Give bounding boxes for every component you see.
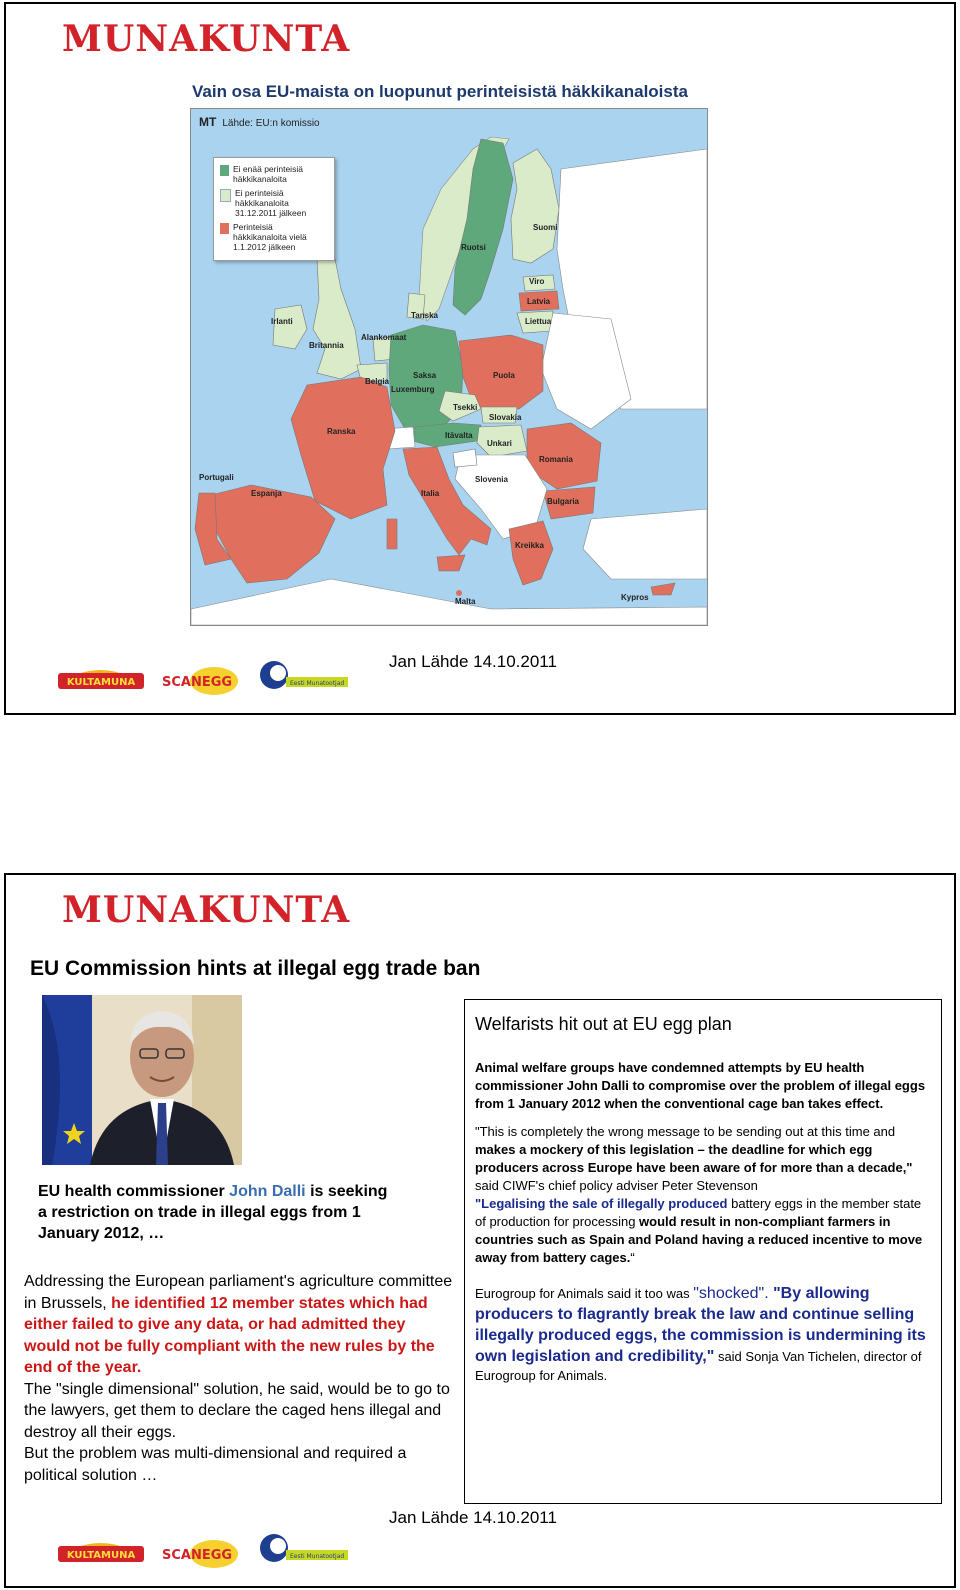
region-ireland — [273, 305, 307, 349]
legend-item — [220, 222, 328, 252]
legend-item — [220, 188, 328, 218]
map-legend — [213, 157, 335, 261]
box-navy-text: "By allowing producers to flagrantly break the law and continue selling illegally produced eggs, the commission is undermining its own legislation and credibility," — [475, 1285, 926, 1365]
person-name: John Dalli — [229, 1183, 306, 1200]
box-intro: Animal welfare groups have condemned attempts by EU health commissioner John Dalli to compromise over the problem of illegal eggs from 1 January 2012 when the conventional cage ban takes effect. — [475, 1060, 926, 1111]
europe-map — [190, 108, 708, 626]
country-label: Suomi — [533, 223, 558, 232]
region-sardinia — [387, 519, 397, 549]
kultamuna-logo — [58, 670, 144, 689]
box-shocked-text: "shocked". — [693, 1285, 769, 1302]
svg-text:Eesti Munatootjad: Eesti Munatootjad — [290, 680, 345, 687]
highlight-text: he identified 12 member states which had either failed to give any data, or had admitted they would not be fully compliant with the new rules by the end of the year. — [24, 1294, 435, 1376]
commissioner-photo — [42, 995, 242, 1165]
map-source-mark: MT — [199, 115, 217, 129]
legend-swatch — [220, 223, 229, 234]
body-paragraph: The "single dimensional" solution, he said, would be to go to the lawyers, get them to declare the caged hens illegal and destroy all their eggs. — [24, 1380, 450, 1441]
country-label: Kreikka — [515, 541, 544, 550]
svg-text:KULTAMUNA: KULTAMUNA — [66, 677, 136, 688]
country-label: Ruotsi — [461, 243, 486, 252]
country-label: Espanja — [251, 489, 282, 498]
country-label: Bulgaria — [547, 497, 580, 506]
country-label: Portugali — [199, 473, 234, 482]
country-label: Belgia — [365, 377, 390, 386]
region-uk — [313, 259, 361, 379]
country-label: Unkari — [487, 439, 512, 448]
eesti-munatootjad-logo — [260, 1534, 348, 1562]
box-text: said Sonja Van Tichelen, director of Eurogroup for Animals. — [475, 1349, 922, 1383]
map-title: Vain osa EU-maista on luopunut perinteisistä häkkikanaloista — [192, 82, 688, 101]
svg-text:KULTAMUNA: KULTAMUNA — [66, 1550, 136, 1561]
sponsor-logos — [56, 1526, 356, 1570]
legend-swatch — [220, 165, 229, 176]
box-bold-text: would result in non-compliant farmers in countries such as Spain and Poland having a reduced incentive to move away from battery cages. — [475, 1214, 923, 1265]
box-quote-3 — [475, 1283, 931, 1385]
country-label: Britannia — [309, 341, 344, 350]
body-text: Addressing the European parliament's agriculture committee in Brussels, — [24, 1273, 453, 1312]
legend-item — [220, 164, 328, 184]
brand-logo: MUNAKUNTA — [62, 889, 351, 931]
box-title: Welfarists hit out at EU egg plan — [475, 1014, 732, 1034]
legend-label: Perinteisiä häkkikanaloita vielä 1.1.2012 jälkeen — [233, 222, 307, 252]
box-quote-2 — [475, 1195, 931, 1267]
region-slovenia — [453, 449, 477, 467]
scanegg-logo — [162, 667, 238, 695]
legend-label: Ei perinteisiä häkkikanaloita 31.12.2011 jälkeen — [235, 188, 307, 218]
box-text: "This is completely the wrong message to be sending out at this time and — [475, 1124, 896, 1139]
country-label: Malta — [455, 597, 476, 606]
box-text: “ — [630, 1250, 635, 1265]
map-source-text: Lähde: EU:n komissio — [222, 118, 320, 129]
region-sicily — [437, 555, 465, 571]
box-navy-text: "Legalising the sale of illegally produced — [475, 1196, 728, 1211]
lead-text: EU health commissioner — [38, 1183, 230, 1200]
scanegg-logo — [162, 1540, 238, 1568]
country-label: Liettua — [525, 317, 552, 326]
box-quote-1 — [475, 1123, 931, 1195]
slide-headline: EU Commission hints at illegal egg trade ban — [30, 957, 481, 980]
body-paragraph — [24, 1271, 454, 1379]
country-label: Slovakia — [489, 413, 522, 422]
legend-label: Ei enää perinteisiä häkkikanaloita — [233, 164, 303, 184]
footer-date: Jan Lähde 14.10.2011 — [389, 1508, 557, 1527]
region-finland — [511, 149, 559, 263]
svg-text:Eesti Munatootjad: Eesti Munatootjad — [290, 1553, 345, 1560]
box-text: Eurogroup for Animals said it too was — [475, 1286, 694, 1301]
sidebar-article-box — [464, 999, 942, 1504]
country-label: Kypros — [621, 593, 649, 602]
region-malta — [456, 590, 462, 596]
country-label: Romania — [539, 455, 573, 464]
svg-text:SCANEGG: SCANEGG — [162, 1548, 233, 1563]
country-label: Latvia — [527, 297, 551, 306]
country-label: Saksa — [413, 371, 437, 380]
country-label: Itävalta — [445, 431, 473, 440]
legend-swatch — [220, 189, 231, 202]
region-turkey — [583, 509, 707, 579]
slide-map — [4, 2, 956, 715]
slide-article — [4, 873, 956, 1588]
country-label: Tsekki — [453, 403, 478, 412]
box-text: said CIWF's chief policy adviser Peter Stevenson — [475, 1178, 758, 1193]
region-africa — [191, 579, 707, 625]
box-text: battery eggs in the member state of production for processing — [475, 1196, 922, 1229]
country-label: Viro — [529, 277, 545, 286]
kultamuna-logo — [58, 1543, 144, 1562]
country-label: Puola — [493, 371, 515, 380]
country-label: Tanska — [411, 311, 438, 320]
region-cyprus — [651, 583, 675, 595]
country-label: Alankomaat — [361, 333, 407, 342]
sponsor-logos — [56, 653, 356, 697]
body-paragraph: But the problem was multi-dimensional and required a political solution … — [24, 1445, 407, 1484]
eesti-munatootjad-logo — [260, 661, 348, 689]
box-bold-text: makes a mockery of this legislation – the deadline for which egg producers across Europe have been aware of for more than a decade," — [475, 1142, 913, 1175]
article-body — [24, 1271, 454, 1486]
country-label: Slovenia — [475, 475, 508, 484]
country-label: Luxemburg — [391, 385, 435, 394]
region-greece — [509, 521, 553, 585]
country-label: Irlanti — [271, 317, 293, 326]
lead-paragraph — [38, 1181, 398, 1244]
map-source — [199, 115, 320, 129]
country-label: Ranska — [327, 427, 356, 436]
svg-text:SCANEGG: SCANEGG — [162, 675, 233, 690]
footer-date: Jan Lähde 14.10.2011 — [389, 652, 557, 671]
country-label: Italia — [421, 489, 440, 498]
brand-logo: MUNAKUNTA — [62, 18, 351, 60]
lead-text: is seeking a restriction on trade in illegal eggs from 1 January 2012, … — [38, 1183, 388, 1242]
